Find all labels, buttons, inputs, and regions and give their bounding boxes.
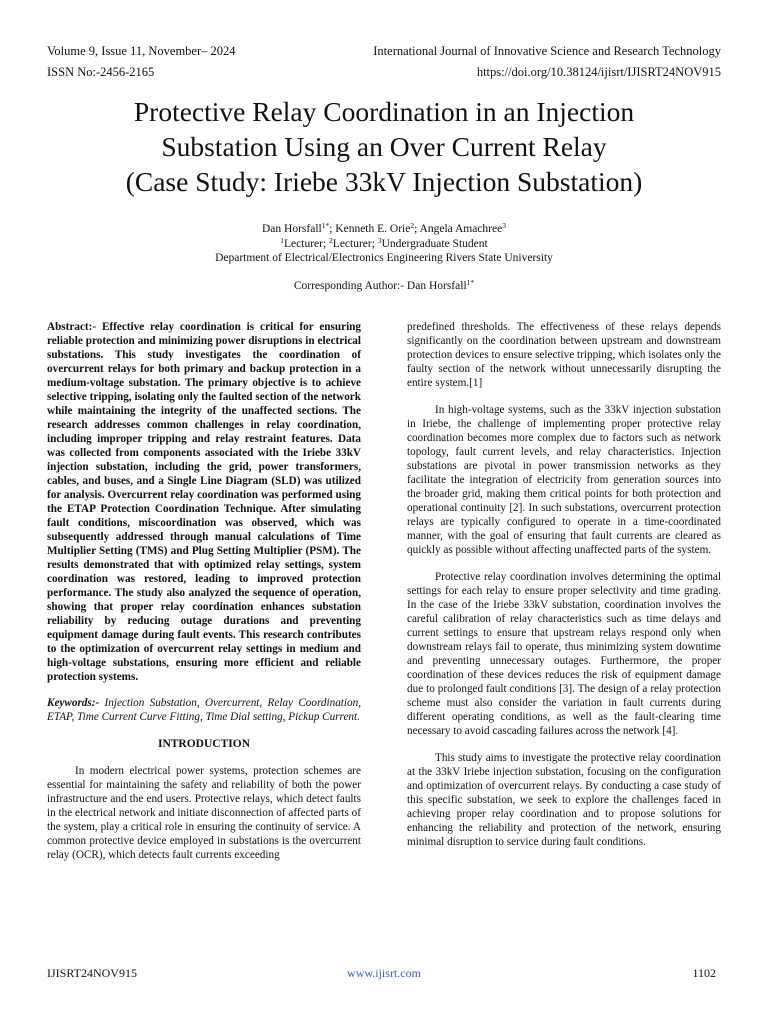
section-heading-introduction: INTRODUCTION (157, 738, 250, 750)
corresponding-author-affil: 1* (466, 277, 475, 287)
author-names (40, 222, 728, 237)
title-line-2: Substation Using an Over Current Relay (161, 131, 607, 162)
title-line-3: (Case Study: Iriebe 33kV Injection Substation) (125, 166, 643, 197)
intro-paragraph-3: Protective relay coordination involves determining the optimal settings for each relay to ensure proper selectivity and time grading. In the case of the Iriebe 33kV substation, coordination involves the careful calibration of relay characteristics such as time delays and current settings to ensure that upstream relays respond only when downstream relays fail to operate, thus minimizing system downtime and preventing unnecessary outages. Furthermore, the proper coordination of these devices reduces the risk of equipment damage due to prolonged fault conditions [3]. The design of a relay protection scheme must also consider the variation in fault currents during different operating conditions, as well as the fault-clearing time necessary to avoid cascading failures across the network [4]. (407, 571, 721, 737)
left-column (47, 320, 361, 862)
keywords-label: Keywords:- (47, 697, 100, 709)
footer-website-link[interactable]: www.ijisrt.com (347, 966, 421, 980)
author-1-affil: 1* (321, 221, 330, 230)
author-3: ; Angela Amachree (414, 223, 503, 235)
role-1-affil: 1 (280, 235, 285, 245)
role-3-affil: 3 (377, 235, 382, 245)
corresponding-author-text: Corresponding Author:- Dan Horsfall (293, 279, 467, 292)
right-column (407, 320, 721, 849)
doi-link[interactable]: https://doi.org/10.38124/ijisrt/IJISRT24NOV915 (476, 65, 721, 79)
author-block (40, 222, 728, 293)
intro-paragraph-1-continued: predefined thresholds. The effectiveness of these relays depends significantly on the coordination between upstream and downstream protection devices to ensure selective tripping, which isolates only the faulty section of the network without unnecessarily disrupting the entire system.[1] (407, 321, 721, 389)
volume-info: Volume 9, Issue 11, November– 2024 (47, 44, 236, 58)
issn: ISSN No:-2456-2165 (47, 65, 155, 79)
journal-name: International Journal of Innovative Science and Research Technology (373, 44, 721, 58)
role-2: Lecturer; (332, 237, 378, 250)
intro-paragraph-2: In high-voltage systems, such as the 33kV injection substation in Iriebe, the challenge of implementing proper protective relay coordination becomes more complex due to factors such as network topology, fault current levels, and relay characteristics. Injection substations are pivotal in power transmission networks as they facilitate the integration of electricity from generation sources into the broader grid, making them critical points for both protection and operational continuity [2]. In such substations, overcurrent protection relays are typically configured to operate in a time-coordinated manner, with the goal of ensuring that fault currents are cleared as quickly as possible without affecting unaffected parts of the system. (407, 404, 721, 556)
title-line-1: Protective Relay Coordination in an Injection (133, 96, 635, 127)
department: Department of Electrical/Electronics Engineering Rivers State University (215, 252, 553, 264)
author-2-affil: 2 (410, 221, 415, 230)
keywords (47, 696, 361, 724)
role-2-affil: 2 (329, 235, 333, 245)
footer-paper-id: IJISRT24NOV915 (47, 966, 137, 980)
author-3-affil: 3 (502, 221, 506, 230)
corresponding-author (40, 279, 728, 294)
abstract: Abstract:- Effective relay coordination is critical for ensuring reliable protection and minimizing power disruptions in electrical substations. This study investigates the coordination of overcurrent relays for both primary and backup protection in a medium-voltage substation. The primary objective is to achieve selective tripping, isolating only the faulted section of the network while maintaining the integrity of the unaffected sections. The research addresses common challenges in relay coordination, including improper tripping and relay restraint features. Data was collected from components associated with the Iriebe 33kV injection substation, including the grid, power transformers, cables, and buses, and a Single Line Diagram (SLD) was utilized for analysis. Overcurrent relay coordination was performed using the ETAP Protection Coordination Technique. After simulating fault conditions, miscoordination was observed, which was subsequently addressed through manual calculations of Time Multiplier Setting (TMS) and Plug Setting Multiplier (PSM). The results demonstrated that with optimized relay settings, system coordination was restored, leading to improved protection performance. The study also analyzed the sequence of operation, showing that proper relay coordination enhances substation reliability by reducing outage durations and preventing equipment damage during fault events. This research contributes to the optimization of overcurrent relay settings in medium and high-voltage substations, ensuring more efficient and reliable protection systems. (47, 321, 361, 683)
role-3: Undergraduate Student (381, 237, 488, 250)
author-2: ; Kenneth E. Orie (329, 223, 411, 235)
role-1: Lecturer; (284, 237, 330, 250)
paper-title (40, 94, 728, 199)
author-roles (40, 237, 728, 252)
page-number: 1102 (692, 966, 716, 980)
intro-paragraph-4: This study aims to investigate the protective relay coordination at the 33kV Iriebe injection substation, focusing on the configuration and optimization of overcurrent relays. By conducting a case study of this specific substation, we seek to explore the challenges faced in achieving proper relay coordination and to propose solutions for enhancing the reliability and protection of the network, ensuring minimal disruption to service during fault conditions. (407, 752, 721, 848)
keywords-list: Injection Substation, Overcurrent, Relay Coordination, ETAP, Time Current Curve Fitting, Time Dial setting, Pickup Current. (47, 697, 361, 723)
intro-paragraph-1: In modern electrical power systems, protection schemes are essential for maintaining the safety and reliability of both the power infrastructure and the end users. Protective relays, which detect faults in the electrical network and initiate disconnection of affected parts of the system, play a critical role in ensuring the continuity of service. A common protective device employed in substations is the overcurrent relay (OCR), which detects fault currents exceeding (47, 765, 361, 861)
author-1: Dan Horsfall (262, 223, 322, 235)
